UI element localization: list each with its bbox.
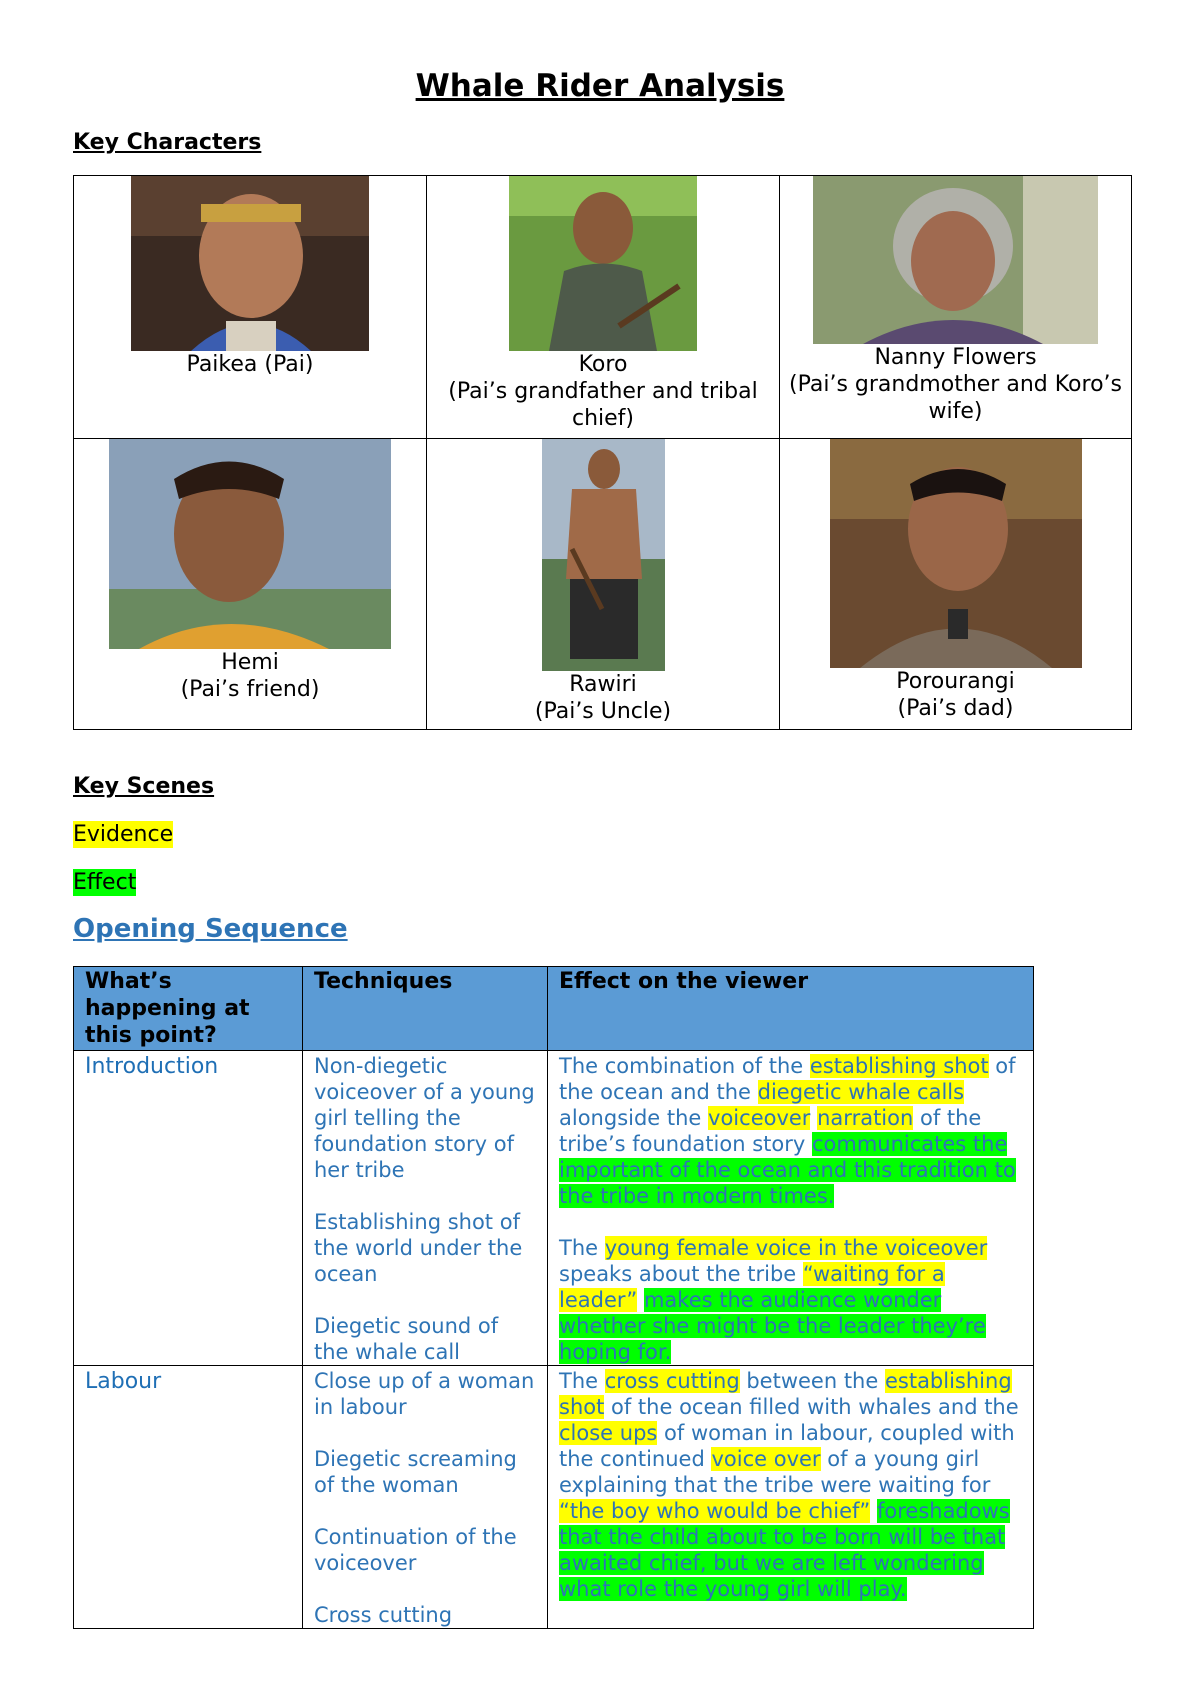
character-name: Koro [578,352,628,377]
evidence-highlight: establishing shot [559,1369,1012,1419]
character-cell [427,439,780,730]
character-name: Porourangi [896,669,1015,694]
effect-text: between the [739,1369,885,1393]
character-name: Hemi [221,650,279,675]
opening-sequence-heading: Opening Sequence [73,914,348,944]
technique-item: Establishing shot of the world under the ocean [314,1210,523,1286]
character-role: (Pai’s dad) [897,696,1014,721]
effect-cell [548,1366,1034,1629]
techniques-cell [303,1051,548,1366]
character-cell [74,439,427,730]
effect-text: The combination of the [559,1054,810,1078]
character-cell [780,439,1132,730]
column-header: Techniques [303,967,548,1051]
effect-text: The [559,1369,605,1393]
legend-effect-label: Effect [73,870,137,895]
technique-item: Continuation of the voiceover [314,1525,517,1575]
effect-paragraph [559,1053,1023,1209]
table-row [74,1051,1034,1366]
legend-effect [73,870,136,895]
evidence-highlight: establishing shot [809,1054,989,1078]
character-name: Rawiri [569,672,637,697]
scene-name-cell [74,1051,303,1366]
effect-text: of a young girl explaining that the tribe were waiting for [559,1447,991,1497]
scene-name: Introduction [85,1054,219,1079]
character-photo [109,439,391,649]
character-role: (Pai’s Uncle) [534,699,672,724]
character-photo [830,439,1082,668]
column-header: What’s happening at this point? [74,967,303,1051]
character-name: Paikea (Pai) [186,352,314,377]
effect-text: alongside the [559,1106,709,1130]
evidence-highlight: young female voice in the voiceover [604,1236,988,1260]
effect-text: The [559,1236,605,1260]
character-photo [509,176,697,351]
page-title: Whale Rider Analysis [415,68,785,104]
character-photo [131,176,369,351]
effect-text: of the ocean filled with whales and the [604,1395,1019,1419]
character-role: (Pai’s friend) [180,677,320,702]
character-role: (Pai’s grandmother and Koro’s wife) [789,372,1122,424]
column-header: Effect on the viewer [548,967,1034,1051]
evidence-highlight: cross cutting [604,1369,740,1393]
effect-text: of the ocean and the [559,1054,1016,1104]
evidence-highlight: “the boy who would be chief” [559,1499,871,1523]
scene-name: Labour [85,1369,162,1394]
effect-cell [548,1051,1034,1366]
effect-text: of the tribe’s foundation story [559,1106,982,1156]
effect-highlight: communicates the important of the ocean and this tradition to the tribe in modern times. [559,1132,1016,1208]
evidence-highlight: voice over [711,1447,821,1471]
table-row [74,1366,1034,1629]
key-characters-heading: Key Characters [73,130,262,155]
effect-text: speaks about the tribe [559,1262,803,1286]
effect-paragraph [559,1235,1023,1365]
effect-highlight: makes the audience wonder whether she might be the leader they’re hoping for. [559,1288,986,1364]
legend-evidence-label: Evidence [73,822,174,847]
key-scenes-heading: Key Scenes [73,774,215,799]
scene-name-cell [74,1366,303,1629]
scenes-table [73,966,1034,1629]
evidence-highlight: close ups [559,1421,658,1445]
character-cell [780,176,1132,439]
effect-text [637,1288,644,1312]
character-cell [74,176,427,439]
legend-evidence [73,822,173,847]
technique-item: Diegetic screaming of the woman [314,1447,517,1497]
character-photo [542,439,665,671]
effect-text [870,1499,877,1523]
technique-item: Diegetic sound of the whale call [314,1314,499,1364]
technique-item: Close up of a woman in labour [314,1369,535,1419]
effect-paragraph [559,1368,1023,1602]
evidence-highlight: voiceover [708,1106,811,1130]
characters-table [73,175,1132,730]
technique-item: Cross cutting [314,1603,453,1627]
character-role: (Pai’s grandfather and tribal chief) [448,379,758,431]
effect-highlight: foreshadows that the child about to be born will be that awaited chief, but we are left wondering what role the young girl will play. [559,1499,1010,1601]
character-cell [427,176,780,439]
character-name: Nanny Flowers [874,345,1037,370]
techniques-cell [303,1366,548,1629]
technique-item: Non-diegetic voiceover of a young girl telling the foundation story of her tribe [314,1054,535,1182]
character-photo [813,176,1098,344]
effect-text: of woman in labour, coupled with the continued [559,1421,1015,1471]
evidence-highlight: diegetic whale calls [757,1080,965,1104]
evidence-highlight: “waiting for a leader” [559,1262,945,1312]
evidence-highlight: narration [817,1106,914,1130]
